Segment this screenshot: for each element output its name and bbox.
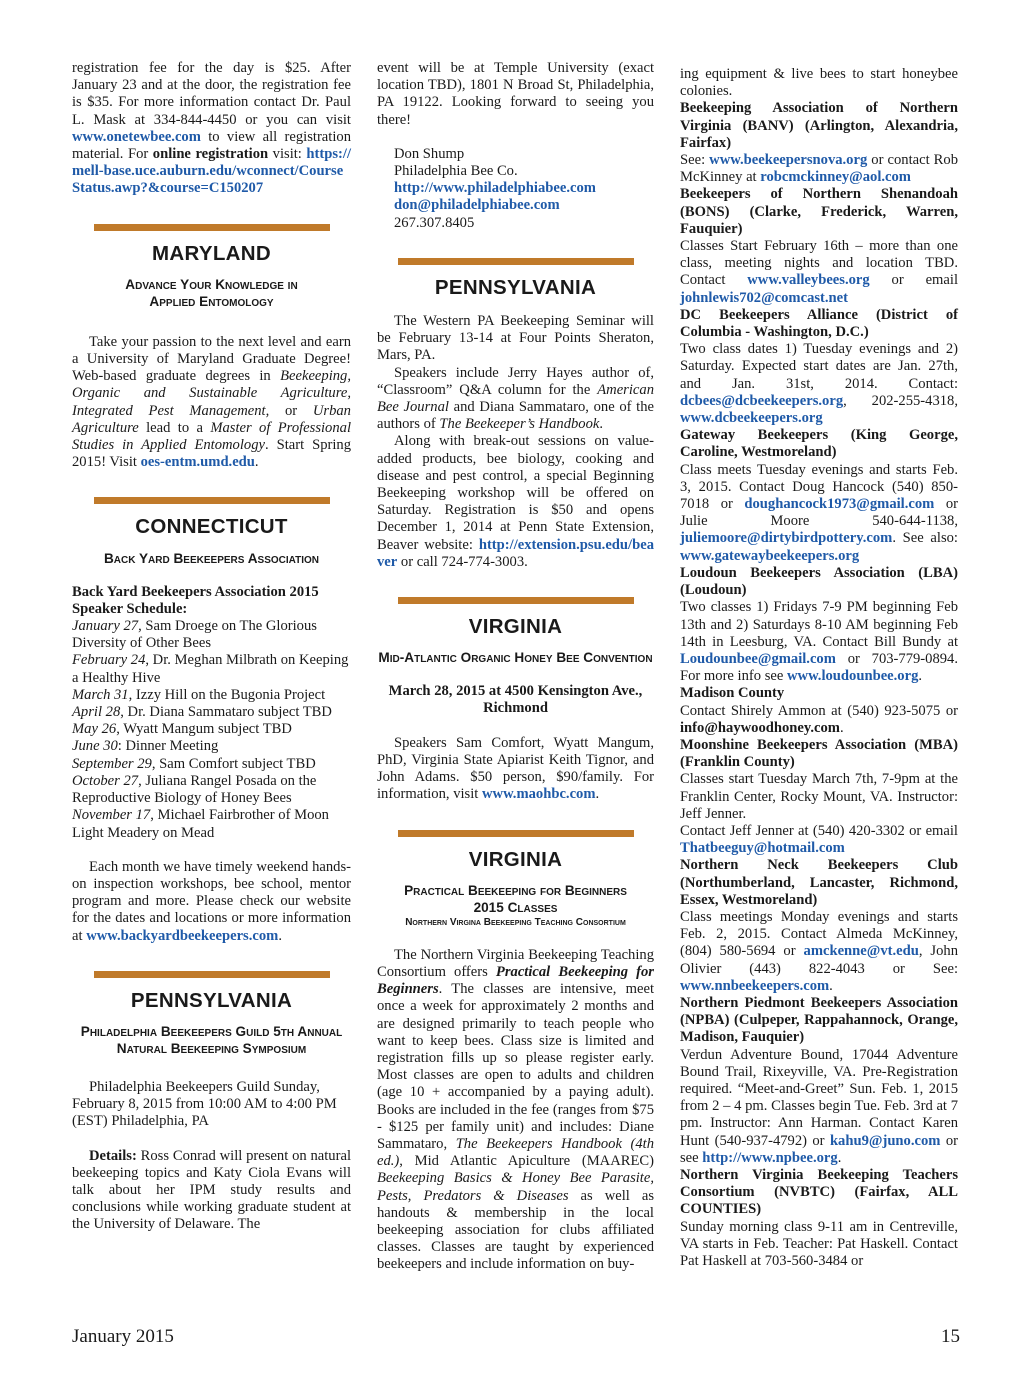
- state-heading-pennsylvania: PENNSYLVANIA: [130, 988, 293, 1012]
- state-heading-virginia: VIRGINIA: [468, 615, 563, 639]
- club-heading-nvbtc: Northern Virginia Beekeeping Teachers Consortium (NVBTC) (Fairfax, ALL COUNTIES): [680, 1167, 958, 1218]
- club-heading-dc: DC Beekeepers Alliance (District of Columbia - Washington, D.C.): [680, 306, 958, 341]
- schedule-item: September 29, Sam Comfort subject TBD: [72, 755, 316, 772]
- column-3: [680, 66, 958, 1270]
- convention-paragraph: Speakers Sam Comfort, Wyatt Mangum, PhD, Virginia State Apiarist Keith Tignor, and John Adams. $50 person, $90/family. For information, visit www.maohbc.com.: [377, 734, 654, 803]
- section-rule: [94, 224, 330, 231]
- dcbeekeepers-link[interactable]: www.dcbeekeepers.org: [680, 410, 823, 427]
- schedule-item: October 27, Juliana Rangel Posada on the Reproductive Biology of Honey Bees: [72, 772, 317, 807]
- club-heading-gateway: Gateway Beekeepers (King George, Caroline, Westmoreland): [680, 427, 958, 461]
- section-rule: [94, 971, 330, 978]
- club-info-gateway: Class meets Tuesday evenings and starts Feb. 3, 2015. Contact Doug Hancock (540) 850-7018 or doughancock1973@gmail.com or Julie Moore 540-644-1138, juliemoore@dirtybirdpottery.com. See also: www.gatewaybeekeepers.org: [680, 461, 958, 564]
- philadelphiabee-link[interactable]: http://www.philadelphiabee.com: [394, 180, 596, 197]
- beekeepersnova-link[interactable]: www.beekeepersnova.org: [709, 152, 868, 169]
- club-info-nneck: Class meetings Monday evenings and starts Feb. 2, 2015. Contact Almeda McKinney, (804) 580-5694 or amckenne@vt.edu, John Olivier (443) 822-4043 or See: www.nnbeekeepers.com.: [680, 908, 958, 994]
- club-heading-madison: Madison County: [680, 685, 785, 702]
- state-heading-connecticut: CONNECTICUT: [135, 515, 288, 539]
- gatewaybeekeepers-link[interactable]: www.gatewaybeekeepers.org: [680, 547, 860, 564]
- psu-extension-link[interactable]: http://extension.psu.edu/beaver: [377, 536, 654, 570]
- valleybees-link[interactable]: www.valleybees.org: [747, 272, 870, 289]
- club-heading-loudoun: Loudoun Beekeepers Association (LBA) (Loudoun): [680, 564, 958, 599]
- philly-continued: event will be at Temple University (exact location TBD), 1801 N Broad St, Philadelphia, PA 19122. Looking forward to seeing you there!: [377, 60, 654, 128]
- state-heading-maryland: MARYLAND: [152, 241, 271, 265]
- schedule-item: March 31, Izzy Hill on the Bugonia Project: [72, 686, 326, 703]
- section-rule: [398, 830, 634, 837]
- email-link[interactable]: Loudounbee@gmail.com: [680, 650, 836, 667]
- club-info-banv: See: www.beekeepersnova.org or contact Rob McKinney at robcmckinney@aol.com: [680, 152, 958, 186]
- maohbc-link[interactable]: www.maohbc.com: [482, 786, 596, 803]
- pa-symposium-paragraph: Philadelphia Beekeepers Guild Sunday, February 8, 2015 from 10:00 AM to 4:00 PM (EST) Philadelphia, PA: [72, 1078, 337, 1130]
- club-info-bons: Classes Start February 16th – more than one class, meeting nights and location TBD. Contact www.valleybees.org or email johnlewis702@comcast.net: [680, 238, 958, 306]
- western-pa-paragraph: The Western PA Beekeeping Seminar will be February 13-14 at Four Points Sheraton, Mars, PA.: [377, 313, 654, 364]
- schedule-item: June 30: Dinner Meeting: [72, 738, 219, 755]
- contact-block: Don Shump Philadelphia Bee Co. http://www.philadelphiabee.com don@philadelphiabee.com 267.307.8405: [377, 146, 654, 232]
- column-2: [377, 60, 654, 1274]
- section-subheading: Mid-Atlantic Organic Honey Bee Convention: [378, 650, 653, 666]
- section-subheading: Practical Beekeeping for Beginners 2015 Classes: [404, 882, 627, 915]
- schedule-heading: Back Yard Beekeepers Association 2015 Speaker Schedule:: [72, 583, 319, 617]
- section-rule: [398, 597, 634, 604]
- alabama-continued: registration fee for the day is $25. After January 23 and at the door, the registration fee is $35. For more information contact Dr. Paul L. Mask at 334-844-4450 or you can visit www.onetewbee.com to view all registration material. For online registration visit: https://mell-base.uce.auburn.edu/wconnect/CourseStatus.awp?&course=C150207: [72, 60, 352, 197]
- pa-details-paragraph: Details: Ross Conrad will present on natural beekeeping topics and Katy Ciola Evans will talk about her IPM study results and conclusions while working graduate student at the University of Delaware. The: [72, 1147, 351, 1233]
- convention-date: March 28, 2015 at 4500 Kensington Ave., Richmond: [388, 683, 643, 717]
- email-link[interactable]: doughancock1973@gmail.com: [744, 496, 935, 513]
- section-subheading: Back Yard Beekeepers Association: [103, 550, 320, 566]
- footer-issue-date: January 2015: [72, 1326, 174, 1347]
- onetewbee-link[interactable]: www.onetewbee.com: [72, 128, 201, 145]
- classes-continued: ing equipment & live bees to start honeybee colonies.: [680, 66, 958, 100]
- section-rule: [398, 258, 634, 265]
- auburn-registration-link[interactable]: https://mell-base.uce.auburn.edu/wconnect/CourseStatus.awp?&course=C150207: [72, 146, 352, 197]
- column-1: [72, 60, 351, 1234]
- club-contact-moonshine: Contact Jeff Jenner at (540) 420-3302 or email Thatbeeguy@hotmail.com: [680, 822, 958, 857]
- philadelphiabee-email-link[interactable]: don@philadelphiabee.com: [394, 197, 560, 214]
- footer-page-number: 15: [941, 1326, 960, 1347]
- club-heading-moonshine: Moonshine Beekeepers Association (MBA) (Franklin County): [680, 736, 958, 771]
- schedule-item: November 17, Michael Fairbrother of Moon Light Meadery on Mead: [72, 807, 329, 841]
- speaker-schedule: [72, 618, 351, 842]
- email-link[interactable]: kahu9@juno.com: [829, 1132, 941, 1149]
- section-subheading: Philadelphia Beekeepers Guild 5th Annual Natural Beekeeping Symposium: [80, 1023, 343, 1056]
- section-rule: [94, 497, 330, 504]
- schedule-item: April 28, Dr. Diana Sammataro subject TBD: [72, 704, 332, 721]
- state-heading-pennsylvania: PENNSYLVANIA: [434, 275, 597, 299]
- club-info-dc: Two class dates 1) Tuesday evenings and 2) Saturday. Expected start dates are Jan. 27th, and Jan. 31st, 2014. Contact: dcbees@dcbeekeepers.org, 202-255-4318, www.dcbeekeepers.org: [680, 341, 958, 427]
- club-info-npba: Verdun Adventure Bound, 17044 Adventure Bound Trail, Rixeyville, VA. Pre-Registration required. “Meet-and-Greet” Sun. Feb. 1, 2015 from 2 – 4 pm. Classes begin Tue. Feb. 3rd at 7 pm. Instructor: Ann Harman. Contact Karen Hunt (540-937-4792) or kahu9@juno.com or see http://www.npbee.org.: [680, 1046, 958, 1166]
- section-subheading-small: Northern Virgina Beekeeping Teaching Consortium: [405, 916, 626, 928]
- connecticut-paragraph: Each month we have timely weekend hands-on inspection workshops, bee school, mentor program and more. Please check our website for the dates and locations or more information at www.backyardbeekeepers.com.: [72, 858, 351, 944]
- schedule-item: May 26, Wyatt Mangum subject TBD: [72, 721, 292, 738]
- club-heading-bons: Beekeepers of Northern Shenandoah (BONS) (Clarke, Frederick, Warren, Fauquier): [680, 186, 958, 237]
- schedule-item: January 27, Sam Droege on The Glorious Diversity of Other Bees: [72, 618, 317, 652]
- loudounbee-link[interactable]: www.loudounbee.org: [787, 668, 919, 685]
- club-heading-npba: Northern Piedmont Beekeepers Association (NPBA) (Culpeper, Rappahannock, Orange, Madison, Fauquier): [680, 994, 958, 1046]
- club-info-nvbtc: Sunday morning class 9-11 am in Centreville, VA starts in Feb. Teacher: Pat Haskell. Contact Pat Haskell at 703-560-3484 or: [680, 1218, 958, 1270]
- club-heading-banv: Beekeeping Association of Northern Virginia (BANV) (Arlington, Alexandria, Fairfax): [680, 100, 958, 151]
- club-info-loudoun: Two classes 1) Fridays 7-9 PM beginning Feb 13th and 2) Saturdays 8-10 AM beginning Feb 14th in Leesburg, VA. Contact Bill Bundy at Loudounbee@gmail.com or 703-779-0894. For more info see www.loudounbee.org.: [680, 599, 958, 685]
- club-info-moonshine: Classes start Tuesday March 7th, 7-9pm at the Franklin Center, Rocky Mount, VA. Instructor: Jeff Jenner.: [680, 771, 958, 822]
- npbee-link[interactable]: http://www.npbee.org: [702, 1149, 838, 1166]
- maryland-paragraph: Take your passion to the next level and earn a University of Maryland Graduate Degree! Web-based graduate degrees in Beekeeping, Organic and Sustainable Agriculture, Integrated Pest Management, or Urban Agriculture lead to a Master of Professional Studies in Applied Entomology. Start Spring 2015! Visit oes-entm.umd.edu.: [72, 333, 352, 471]
- email-link[interactable]: dcbees@dcbeekeepers.org: [680, 392, 844, 409]
- email-link[interactable]: Thatbeeguy@hotmail.com: [680, 840, 845, 857]
- schedule-item: February 24, Dr. Meghan Milbrath on Keeping a Healthy Hive: [72, 652, 349, 686]
- email-link[interactable]: johnlewis702@comcast.net: [680, 289, 849, 306]
- email-link[interactable]: juliemoore@dirtybirdpottery.com: [680, 530, 893, 547]
- section-subheading: Advance Your Knowledge in Applied Entomology: [125, 276, 298, 309]
- beginners-paragraph: The Northern Virginia Beekeeping Teaching Consortium offers Practical Beekeeping for Beginners. The classes are intensive, meet once a week for approximately 2 months and are designed primarily to teach people who want to keep bees. Class size is limited and registration fills up so please register early. Most classes are open to adults and children (age 10 + accompanied by a paying adult). Books are included in the fee (ranges from $75 - $125 per family unit) and includes: Diane Sammataro, The Beekeepers Handbook (4th ed.), Mid Atlantic Apiculture (MAAREC) Beekeeping Basics & Honey Bee Parasite, Pests, Predators & Diseases as well as handouts & membership in the local beekeeping association for clubs affiliated classes. Classes are taught by experienced beekeepers and include information on buy-: [377, 946, 655, 1273]
- backyardbeekeepers-link[interactable]: www.backyardbeekeepers.com: [86, 927, 279, 944]
- email-link[interactable]: amckenne@vt.edu: [803, 943, 919, 960]
- umd-link[interactable]: oes-entm.umd.edu: [140, 454, 255, 471]
- state-heading-virginia: VIRGINIA: [468, 847, 563, 871]
- club-info-madison: Contact Shirely Ammon at (540) 923-5075 or info@haywoodhoney.com.: [680, 702, 958, 736]
- speakers-paragraph: Speakers include Jerry Hayes author of, “Classroom” Q&A column for the American Bee Journal and Diana Sammataro, one of the authors of The Beekeeper’s Handbook.: [377, 364, 654, 433]
- email-link[interactable]: robcmckinney@aol.com: [760, 169, 911, 186]
- club-heading-nneck: Northern Neck Beekeepers Club (Northumberland, Lancaster, Richmond, Essex, Westmoreland): [680, 857, 958, 908]
- nnbeekeepers-link[interactable]: www.nnbeekeepers.com: [680, 977, 830, 994]
- sessions-paragraph: Along with break-out sessions on value-added products, bee biology, cooking and disease and pest control, a special Beginning Beekeeping workshop will be offered on Saturday. Registration is $50 and opens December 1, 2014 at Penn State Extension, Beaver website: http://extension.psu.edu/beaver or call 724-774-3003.: [377, 433, 654, 570]
